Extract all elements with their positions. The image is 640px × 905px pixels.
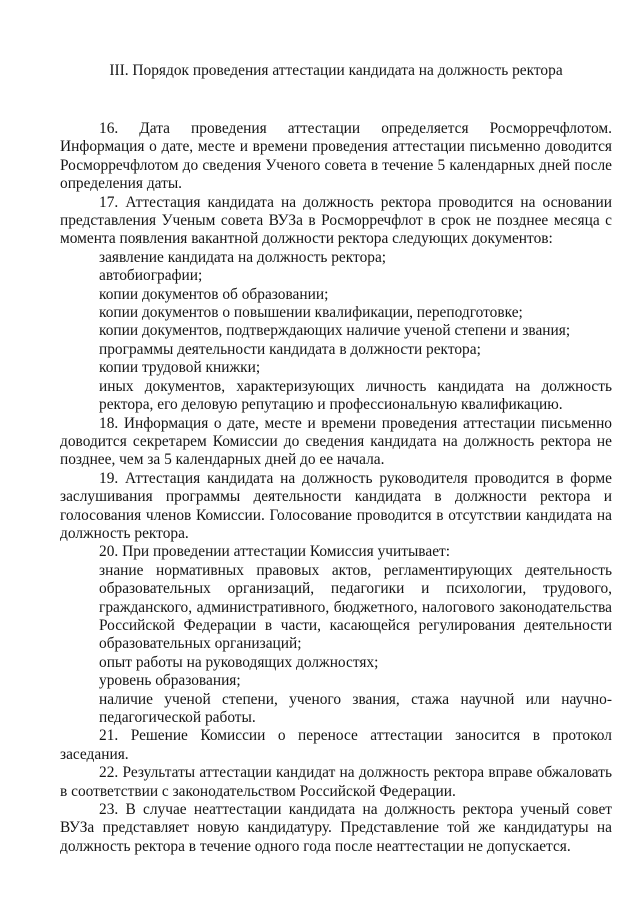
paragraph-23: 23. В случае неаттестации кандидата на должность ректора ученый совет ВУЗа представляет новую кандидатуру. Представление той же кандидатуры на должность ректора в течение одного года после неаттестации не допускается. [60, 801, 612, 855]
list-item: заявление кандидата на должность ректора; [99, 248, 387, 266]
list-item: наличие ученой степени, ученого звания, стажа научной или научно-педагогической работы. [99, 690, 612, 726]
list-item: опыт работы на руководящих должностях; [99, 653, 379, 671]
list-item: копии документов о повышении квалификации, переподготовке; [99, 304, 523, 322]
paragraph-20: 20. При проведении аттестации Комиссия учитывает: [99, 543, 451, 561]
paragraph-21: 21. Решение Комиссии о переносе аттестации заносится в протокол заседания. [60, 727, 612, 763]
paragraph-19: 19. Аттестация кандидата на должность руководителя проводится в форме заслушивания программы деятельности кандидата в должности ректора и голосования членов Комиссии. Голосование проводится в отсутствии кандидата на должность ректора. [60, 469, 612, 542]
list-item: иных документов, характеризующих личность кандидата на должность ректора, его деловую репутацию и профессиональную квалификацию. [99, 377, 612, 414]
section-title: III. Порядок проведения аттестации кандидата на должность ректора [109, 62, 563, 79]
paragraph-22: 22. Результаты аттестации кандидат на должность ректора вправе обжаловать в соответствии с законодательством Российской Федерации. [60, 764, 612, 800]
list-item: копии документов об образовании; [99, 285, 329, 303]
list-item: автобиографии; [99, 267, 203, 285]
paragraph-17: 17. Аттестация кандидата на должность ректора проводится на основании представления Ученым совета ВУЗа в Росморречфлот в срок не позднее месяца с момента появления вакантной должности ректора следующих документов: [60, 193, 612, 248]
paragraph-16: 16. Дата проведения аттестации определяется Росморречфлотом. Информация о дате, месте и времени проведения аттестации письменно доводится Росморречфлотом до сведения Ученого совета в течение 5 календарных дней после определения даты. [60, 120, 612, 193]
paragraph-18: 18. Информация о дате, месте и времени проведения аттестации письменно доводится секретарем Комиссии до сведения кандидата на должность ректора не позднее, чем за 5 календарных дней до ее начала. [60, 414, 612, 469]
list-item: копии трудовой книжки; [99, 359, 261, 377]
document-body [60, 120, 612, 856]
list-item: знание нормативных правовых актов, регламентирующих деятельность образовательных организаций, педагогики и психологии, трудового, гражданского, административного, бюджетного, налогового законодательства Российской Федерации в части, касающейся регулирования деятельности образовательных организаций; [99, 561, 612, 653]
list-item: уровень образования; [99, 672, 241, 690]
list-item: копии документов, подтверждающих наличие ученой степени и звания; [99, 322, 571, 340]
list-item: программы деятельности кандидата в должности ректора; [99, 340, 481, 358]
